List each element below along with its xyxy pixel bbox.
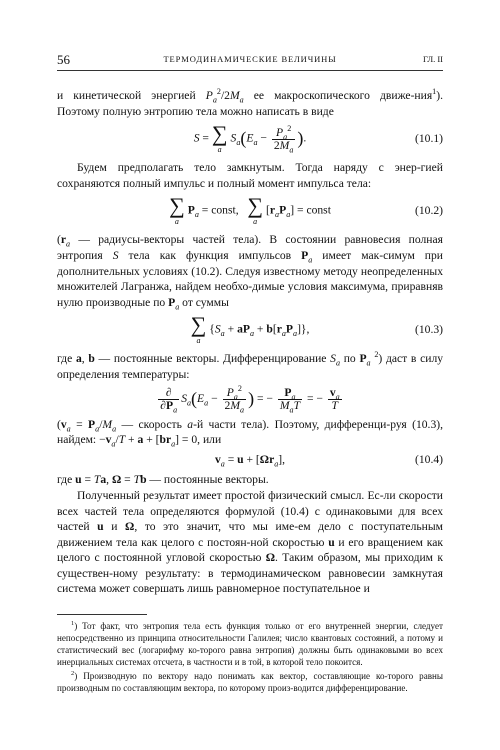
paragraph-4: где a, b — постоянные векторы. Дифференцирование $S_a$ по $P_a$ $^2$) даст в силу определения температуры: — [57, 350, 444, 381]
equation-10-1: S = ∑ a $S_a(E_a$ − $\frac{P_a^2}{2M_a}$ ). (10.1) — [193, 121, 443, 155]
page-number: 56 — [57, 52, 70, 67]
equation-number: (10.2) — [414, 204, 443, 218]
paragraph-1: и кинетической энергией $P_a^2/2M_a$ ее макроскопического движе-ния$^1$). Поэтому полную энтропию тела можно написать в виде — [57, 87, 443, 118]
header-rule — [57, 70, 443, 71]
running-header — [57, 52, 443, 70]
paragraph-5: ($v_a = P_a/M_a$ — скорость a-й части тела). Поэтому, дифференци-руя (10.3), найдем: $-v_a/T + a + [br_a] = 0$, или — [57, 417, 443, 449]
paragraph-2: Будем предполагать тело замкнутым. Тогда наряду с энер-гией сохраняются полный импульс и полный момент импульса тела: — [57, 161, 443, 190]
equation-number: (10.4) — [414, 452, 443, 466]
chapter-label: ГЛ. II — [423, 54, 443, 64]
footnote-1: $^1$) Тот факт, что энтропия тела есть функция только от его внутренней энергии, следует непосредственно из принципа относительности Галилея; число квантовых состояний, а потому и статистический вес (логарифму ко-торого равна энтропия) должны быть одинаковыми во всех инерциальных системах отсчета, в частности и в той, в которой тело покоится. — [57, 619, 443, 667]
paragraph-6: где u = Ta, Ω = Tb — постоянные векторы. — [57, 473, 269, 487]
equation-temperature: $\frac{\partial}{\partial P_a}$ $S_a(E_a$ − $\frac{P_a^2}{2M_a}$ ) = − $\frac{P_a}{M_aT}$ = − $\frac{v_a}{T}$ — [160, 383, 340, 414]
footnote-2: $^2$) Производную по вектору надо понимать как вектор, составляющие ко-торого равны производным по составляющим вектора, по которому произ-водится дифференцирование. — [57, 669, 443, 693]
main-text — [57, 88, 443, 597]
equation-10-3: ∑ a $\{S_a + aP_a + b[r_aP_a]\}$, (10.3) — [190, 312, 443, 346]
footnote-rule — [57, 614, 147, 615]
equation-number: (10.3) — [414, 323, 443, 337]
running-title: ТЕРМОДИНАМИЧЕСКИЕ ВЕЛИЧИНЫ — [163, 54, 337, 64]
equation-10-2: ∑ a $P_a$ = const, ∑ a $[r_aP_a]$ = const (10.2) — [169, 193, 443, 227]
paragraph-3: ($r_a$ — радиусы-векторы частей тела). В состоянии равновесия полная энтропия S тела как функция импульсов $P_a$ имеет мак-симум при дополнительных условиях (10.2). Следуя известному методу неопределенных множителей Лагранжа, найдем необхо-димые условия максимума, приравняв нулю производные по $P_a$ от суммы — [57, 233, 443, 312]
equation-number: (10.1) — [414, 132, 443, 146]
paragraph-7: Полученный результат имеет простой физический смысл. Ес-ли скорости всех частей тела определяются формулой (10.4) с одинаковыми для всех частей u и Ω, то это значит, что мы име-ем дело с поступательным движением тела как целого с постоян-ной скоростью u и его вращением как целого с постоянной угловой скоростью Ω. Таким образом, мы приходим к существен-ному результату: в термодинамическом равновесии замкнутая система может совершать лишь равномерное поступательное и — [57, 488, 443, 596]
equation-10-4: $v_a = u + [\Omega r_a]$, (10.4) — [214, 452, 443, 469]
